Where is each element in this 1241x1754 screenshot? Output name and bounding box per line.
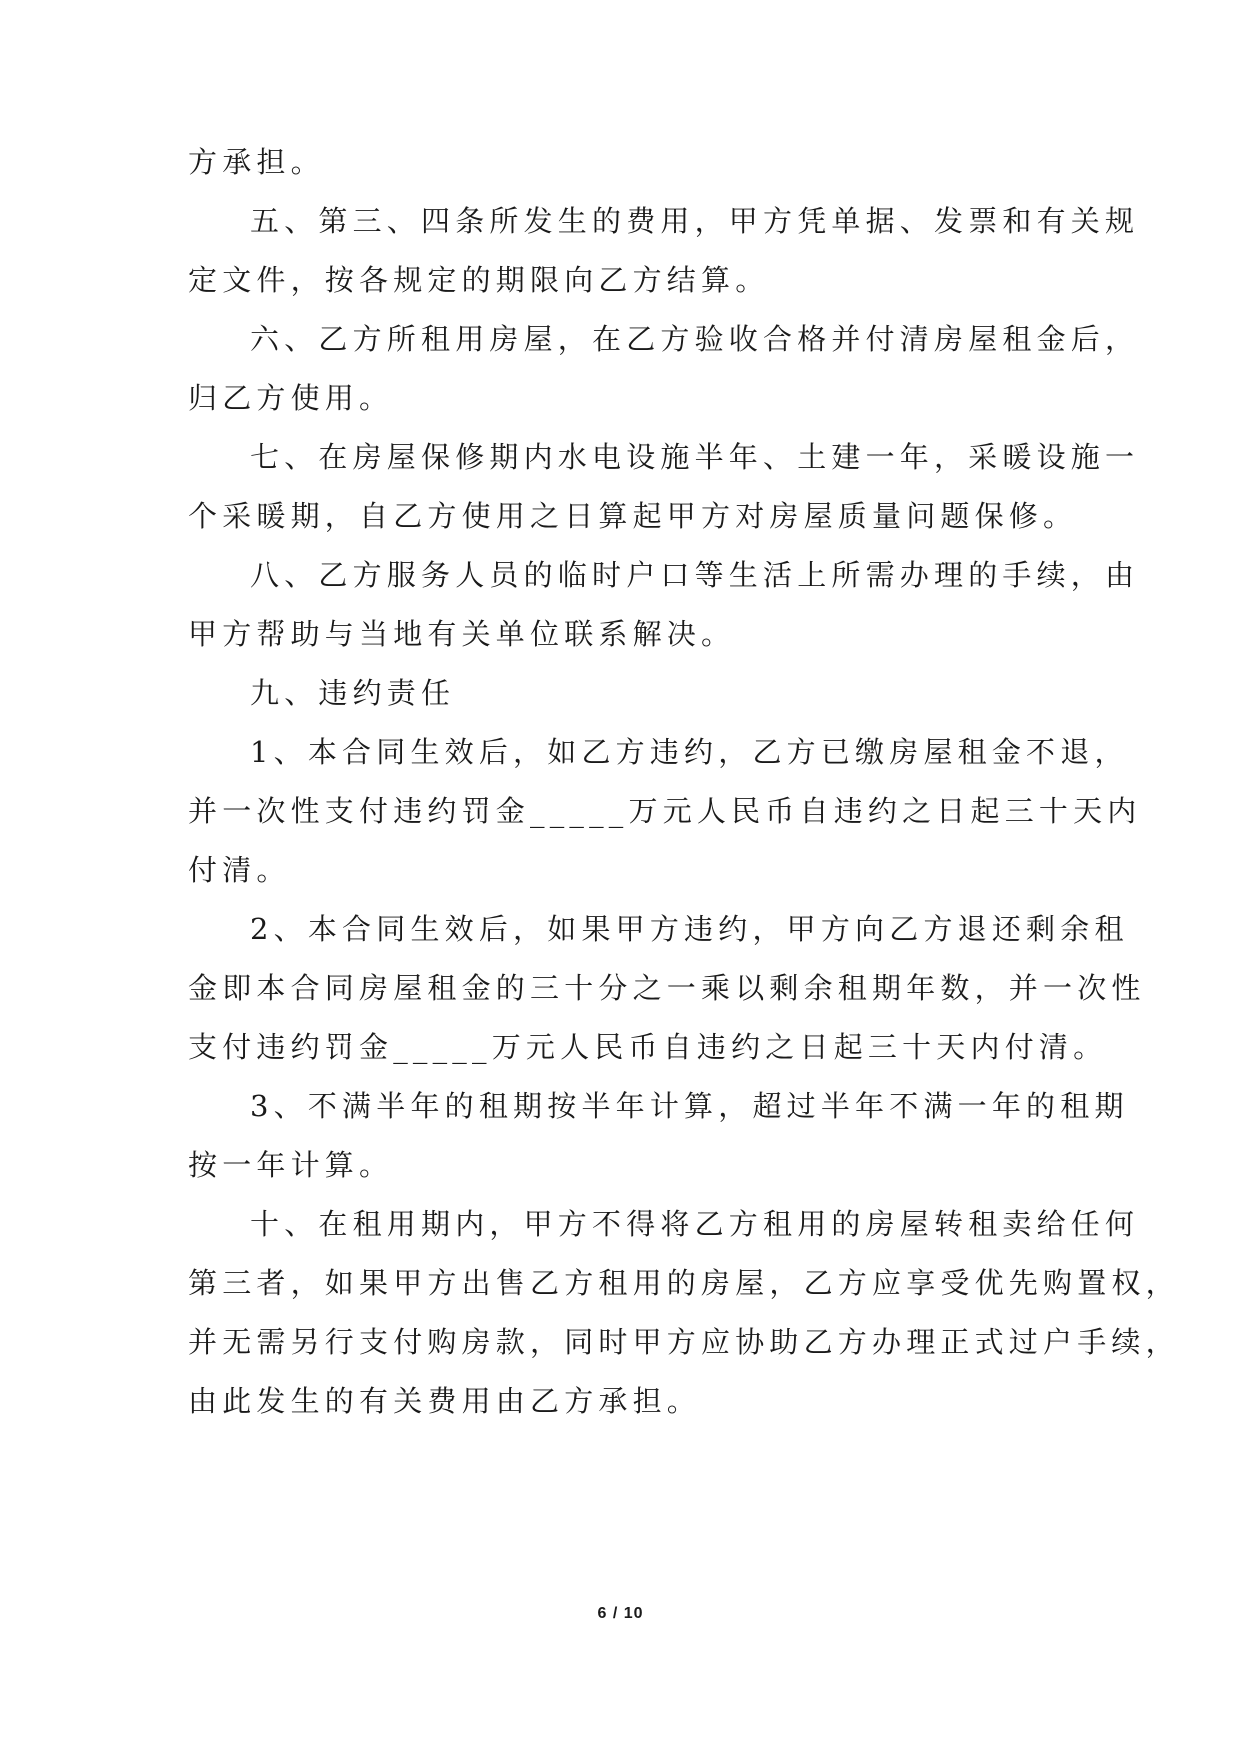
text-line: 八、乙方服务人员的临时户口等生活上所需办理的手续，由 bbox=[250, 558, 1140, 592]
text-line: 第三者，如果甲方出售乙方租用的房屋，乙方应享受优先购置权， bbox=[188, 1266, 1180, 1300]
text-line: 1、本合同生效后，如乙方违约，乙方已缴房屋租金不退， bbox=[250, 735, 1129, 769]
page-number: 6 / 10 bbox=[597, 1605, 644, 1622]
text-line: 个采暖期，自乙方使用之日算起甲方对房屋质量问题保修。 bbox=[188, 499, 1078, 533]
text-line: 方承担。 bbox=[188, 145, 325, 179]
text-line: 金即本合同房屋租金的三十分之一乘以剩余租期年数，并一次性 bbox=[188, 971, 1146, 1005]
text-line: 五、第三、四条所发生的费用，甲方凭单据、发票和有关规 bbox=[250, 204, 1140, 238]
section-heading: 九、违约责任 bbox=[250, 676, 456, 710]
text-line: 六、乙方所租用房屋，在乙方验收合格并付清房屋租金后， bbox=[250, 322, 1140, 356]
text-line: 七、在房屋保修期内水电设施半年、土建一年，采暖设施一 bbox=[250, 440, 1140, 474]
text-line: 归乙方使用。 bbox=[188, 381, 394, 415]
text-line: 并一次性支付违约罚金_____万元人民币自违约之日起三十天内 bbox=[188, 794, 1142, 828]
text-line: 2、本合同生效后，如果甲方违约，甲方向乙方退还剩余租 bbox=[250, 912, 1129, 946]
text-line: 按一年计算。 bbox=[188, 1148, 394, 1182]
text-line: 付清。 bbox=[188, 853, 291, 887]
text-line: 支付违约罚金_____万元人民币自违约之日起三十天内付清。 bbox=[188, 1030, 1108, 1064]
text-line: 并无需另行支付购房款，同时甲方应协助乙方办理正式过户手续， bbox=[188, 1325, 1180, 1359]
text-line: 十、在租用期内，甲方不得将乙方租用的房屋转租卖给任何 bbox=[250, 1207, 1140, 1241]
text-line: 3、不满半年的租期按半年计算，超过半年不满一年的租期 bbox=[250, 1089, 1129, 1123]
text-line: 定文件，按各规定的期限向乙方结算。 bbox=[188, 263, 770, 297]
text-line: 甲方帮助与当地有关单位联系解决。 bbox=[188, 617, 736, 651]
text-line: 由此发生的有关费用由乙方承担。 bbox=[188, 1384, 702, 1418]
